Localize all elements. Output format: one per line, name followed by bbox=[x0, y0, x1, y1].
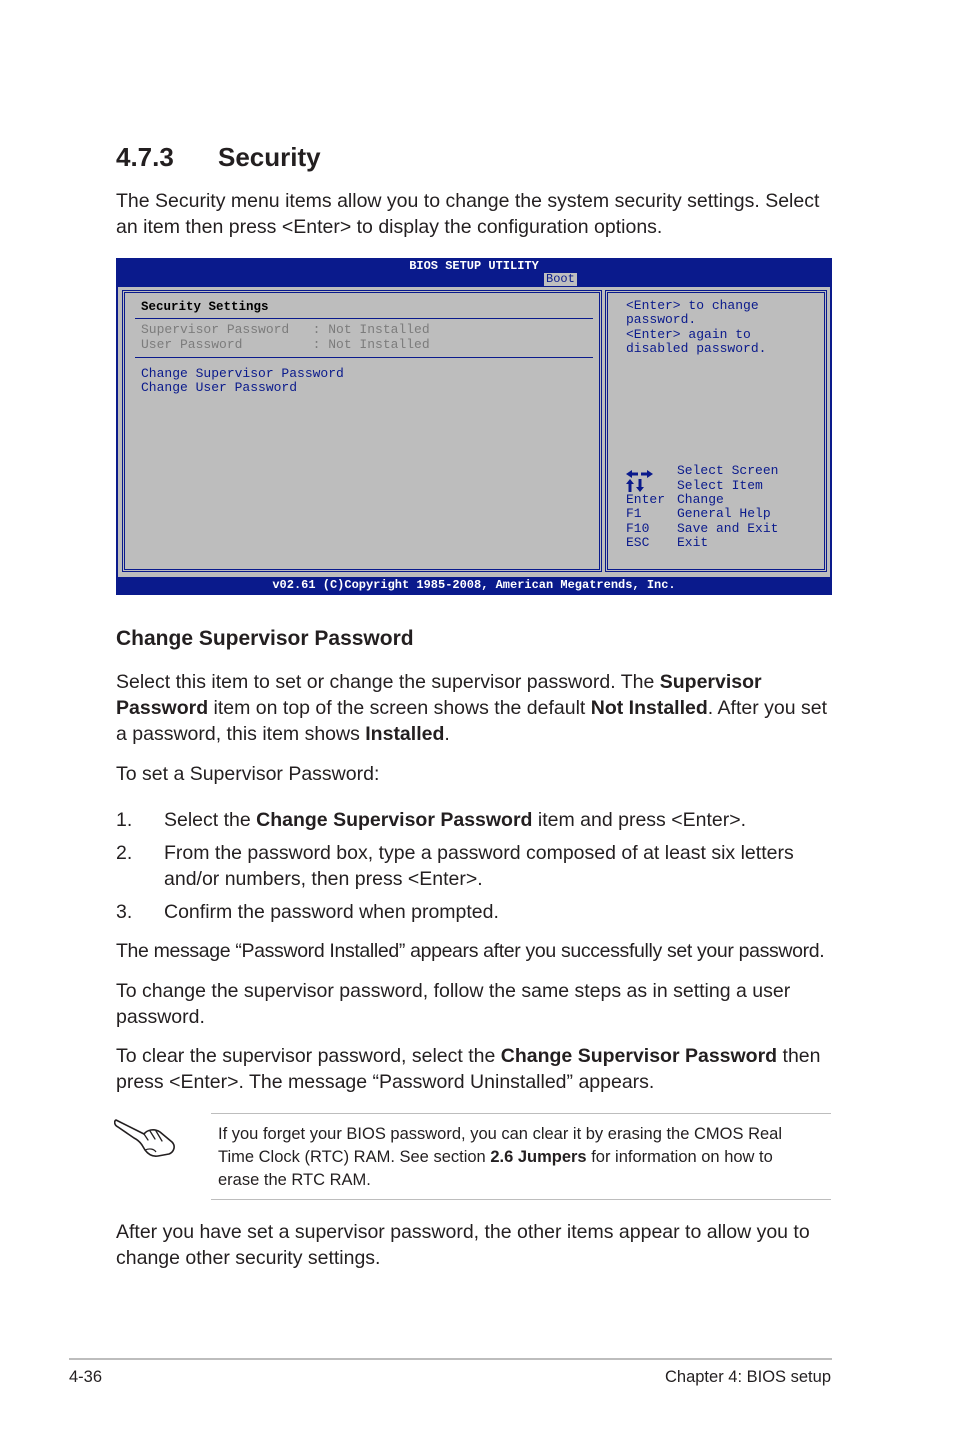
note-bottom-rule bbox=[211, 1199, 831, 1200]
bold-text: 2.6 Jumpers bbox=[490, 1148, 587, 1166]
set-password-intro: To set a Supervisor Password: bbox=[116, 763, 380, 785]
text: Select the bbox=[164, 809, 257, 831]
intro-paragraph: The Security menu items allow you to change the system security settings. Select an item then press <Enter> to display the configuration options. bbox=[116, 190, 820, 238]
text: To clear the supervisor password, select the bbox=[116, 1045, 501, 1067]
step-text: From the password box, type a password composed of at least six letters and/or numbers, then press <Enter>. bbox=[164, 842, 794, 890]
bios-help-pane bbox=[605, 290, 827, 572]
help-line: password. bbox=[626, 312, 697, 327]
security-settings-title: Security Settings bbox=[141, 300, 269, 314]
help-line: <Enter> to change bbox=[626, 298, 759, 313]
text: . After you set a password, this item shows bbox=[116, 697, 828, 745]
key-action: Change bbox=[677, 492, 724, 507]
key-action: General Help bbox=[677, 506, 771, 521]
note-text bbox=[218, 1123, 818, 1192]
text: then press <Enter>. The message “Password Uninstalled” appears. bbox=[116, 1045, 821, 1093]
bold-text: Change Supervisor Password bbox=[500, 1045, 778, 1067]
step-number: 2. bbox=[116, 842, 133, 864]
bios-title: BIOS SETUP UTILITY bbox=[409, 259, 539, 273]
closing-paragraph: After you have set a supervisor password, the other items appear to allow you to change other security settings. bbox=[116, 1221, 810, 1269]
key-action: Save and Exit bbox=[677, 521, 779, 536]
step-text: Confirm the password when prompted. bbox=[164, 901, 499, 923]
note-top-rule bbox=[211, 1113, 831, 1114]
step-number: 1. bbox=[116, 809, 133, 831]
menu-change-supervisor-password[interactable]: Change Supervisor Password bbox=[141, 366, 344, 381]
help-line: <Enter> again to bbox=[626, 327, 751, 342]
divider bbox=[135, 357, 593, 358]
bold-text: Change Supervisor Password bbox=[256, 809, 533, 831]
key-name: Enter bbox=[626, 492, 666, 507]
section-heading bbox=[116, 142, 321, 173]
pointing-hand-icon bbox=[114, 1112, 178, 1158]
help-line: disabled password. bbox=[626, 341, 767, 356]
up-down-arrows-icon bbox=[626, 479, 646, 492]
key-action: Select Item bbox=[677, 478, 763, 493]
text: If you forget your BIOS password, you can clear it by erasing the CMOS Real Time Clock (RTC) RAM. See section bbox=[218, 1125, 783, 1166]
text: Select this item to set or change the supervisor password. The bbox=[116, 671, 660, 693]
step-text bbox=[164, 807, 834, 833]
section-number: 4.7.3 bbox=[116, 142, 174, 172]
bios-copyright: v02.61 (C)Copyright 1985-2008, American Megatrends, Inc. bbox=[272, 578, 676, 592]
clear-password-paragraph bbox=[116, 1043, 836, 1095]
status-supervisor-password: Supervisor Password : Not Installed bbox=[141, 322, 430, 337]
key-action: Exit bbox=[677, 535, 709, 550]
key-name: ESC bbox=[626, 535, 650, 550]
text: . bbox=[444, 723, 450, 745]
status-user-password: User Password : Not Installed bbox=[141, 337, 430, 352]
bios-screen bbox=[116, 258, 832, 595]
bios-tab-boot[interactable]: Boot bbox=[546, 272, 575, 286]
divider bbox=[135, 318, 593, 319]
description-paragraph bbox=[116, 669, 836, 747]
bios-settings-pane bbox=[122, 290, 602, 572]
change-password-paragraph: To change the supervisor password, follow the same steps as in setting a user password. bbox=[116, 980, 791, 1028]
section-title: Security bbox=[218, 142, 321, 172]
bios-body bbox=[118, 287, 830, 577]
subheading: Change Supervisor Password bbox=[116, 627, 414, 650]
text: for information on how to erase the RTC RAM. bbox=[218, 1148, 773, 1189]
bold-text: Installed bbox=[365, 723, 445, 745]
key-name: F10 bbox=[626, 521, 650, 536]
chapter-title: Chapter 4: BIOS setup bbox=[664, 1368, 831, 1386]
bold-text: Supervisor Password bbox=[116, 671, 762, 719]
footer-rule bbox=[69, 1358, 832, 1360]
key-name: F1 bbox=[626, 506, 642, 521]
password-installed-paragraph: The message “Password Installed” appears after you successfully set your password. bbox=[116, 940, 825, 962]
step-number: 3. bbox=[116, 901, 133, 923]
page-number: 4-36 bbox=[69, 1368, 103, 1386]
menu-change-user-password[interactable]: Change User Password bbox=[141, 380, 298, 395]
key-action: Select Screen bbox=[677, 463, 779, 478]
bold-text: Not Installed bbox=[590, 697, 708, 719]
text: item and press <Enter>. bbox=[532, 809, 747, 831]
text: item on top of the screen shows the default bbox=[208, 697, 591, 719]
left-right-arrows-icon bbox=[626, 469, 654, 479]
